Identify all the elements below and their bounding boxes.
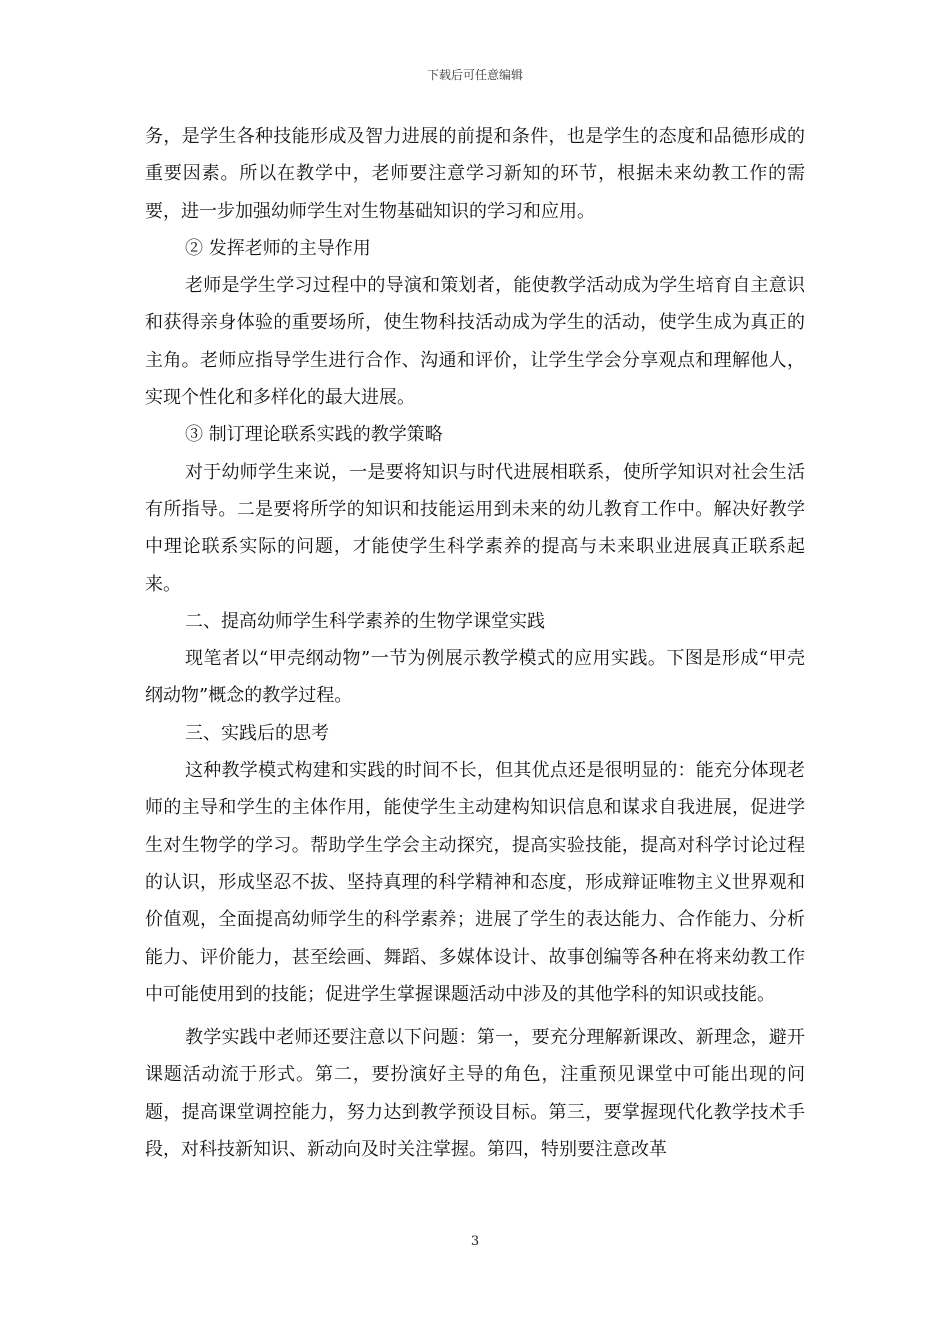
paragraph-reflection: 这种教学模式构建和实践的时间不长，但其优点还是很明显的：能充分体现老师的主导和学生的主体作用，能使学生主动建构知识信息和谋求自我进展，促进学生对生物学的学习。帮助学生学会主动探究，提高实验技能，提高对科学讨论过程的认识，形成坚忍不拔、坚持真理的科学精神和态度，形成辩证唯物主义世界观和价值观，全面提高幼师学生的科学素养；进展了学生的表达能力、合作能力、分析能力、评价能力，甚至绘画、舞蹈、多媒体设计、故事创编等各种在将来幼教工作中可能使用到的技能；促进学生掌握课题活动中涉及的其他学科的知识或技能。 — [145, 760, 805, 1005]
page-header: 下载后可任意编辑 — [426, 68, 523, 82]
subheading-teacher-role: ② 发挥老师的主导作用 — [185, 237, 371, 259]
paragraph-strategy: 对于幼师学生来说，一是要将知识与时代进展相联系，使所学知识对社会生活有所指导。二是要将所学的知识和技能运用到未来的幼儿教育工作中。解决好教学中理论联系实际的问题，才能使学生科学素养的提高与未来职业进展真正联系起来。 — [145, 461, 805, 595]
paragraph-practice: 现笔者以“甲壳纲动物”一节为例展示教学模式的应用实践。下图是形成“甲壳纲动物”概念的教学过程。 — [145, 648, 805, 707]
document-body — [145, 118, 805, 1168]
section-heading-practice: 二、提高幼师学生科学素养的生物学课堂实践 — [185, 610, 545, 632]
paragraph-issues: 教学实践中老师还要注意以下问题：第一，要充分理解新课改、新理念，避开课题活动流于形式。第二，要扮演好主导的角色，注重预见课堂中可能出现的问题，提高课堂调控能力，努力达到教学预设目标。第三，要掌握现代化教学技术手段，对科技新知识、新动向及时关注掌握。第四，特别要注意改革 — [145, 1027, 805, 1161]
paragraph-continued: 务，是学生各种技能形成及智力进展的前提和条件，也是学生的态度和品德形成的重要因素。所以在教学中，老师要注意学习新知的环节，根据未来幼教工作的需要，进一步加强幼师学生对生物基础知识的学习和应用。 — [145, 126, 805, 222]
page-number: 3 — [470, 1234, 480, 1249]
subheading-strategy: ③ 制订理论联系实践的教学策略 — [185, 424, 443, 446]
paragraph-teacher-role: 老师是学生学习过程中的导演和策划者，能使教学活动成为学生培育自主意识和获得亲身体验的重要场所，使生物科技活动成为学生的活动，使学生成为真正的主角。老师应指导学生进行合作、沟通和评价，让学生学会分享观点和理解他人，实现个性化和多样化的最大进展。 — [145, 275, 805, 409]
section-heading-reflection: 三、实践后的思考 — [185, 722, 329, 744]
